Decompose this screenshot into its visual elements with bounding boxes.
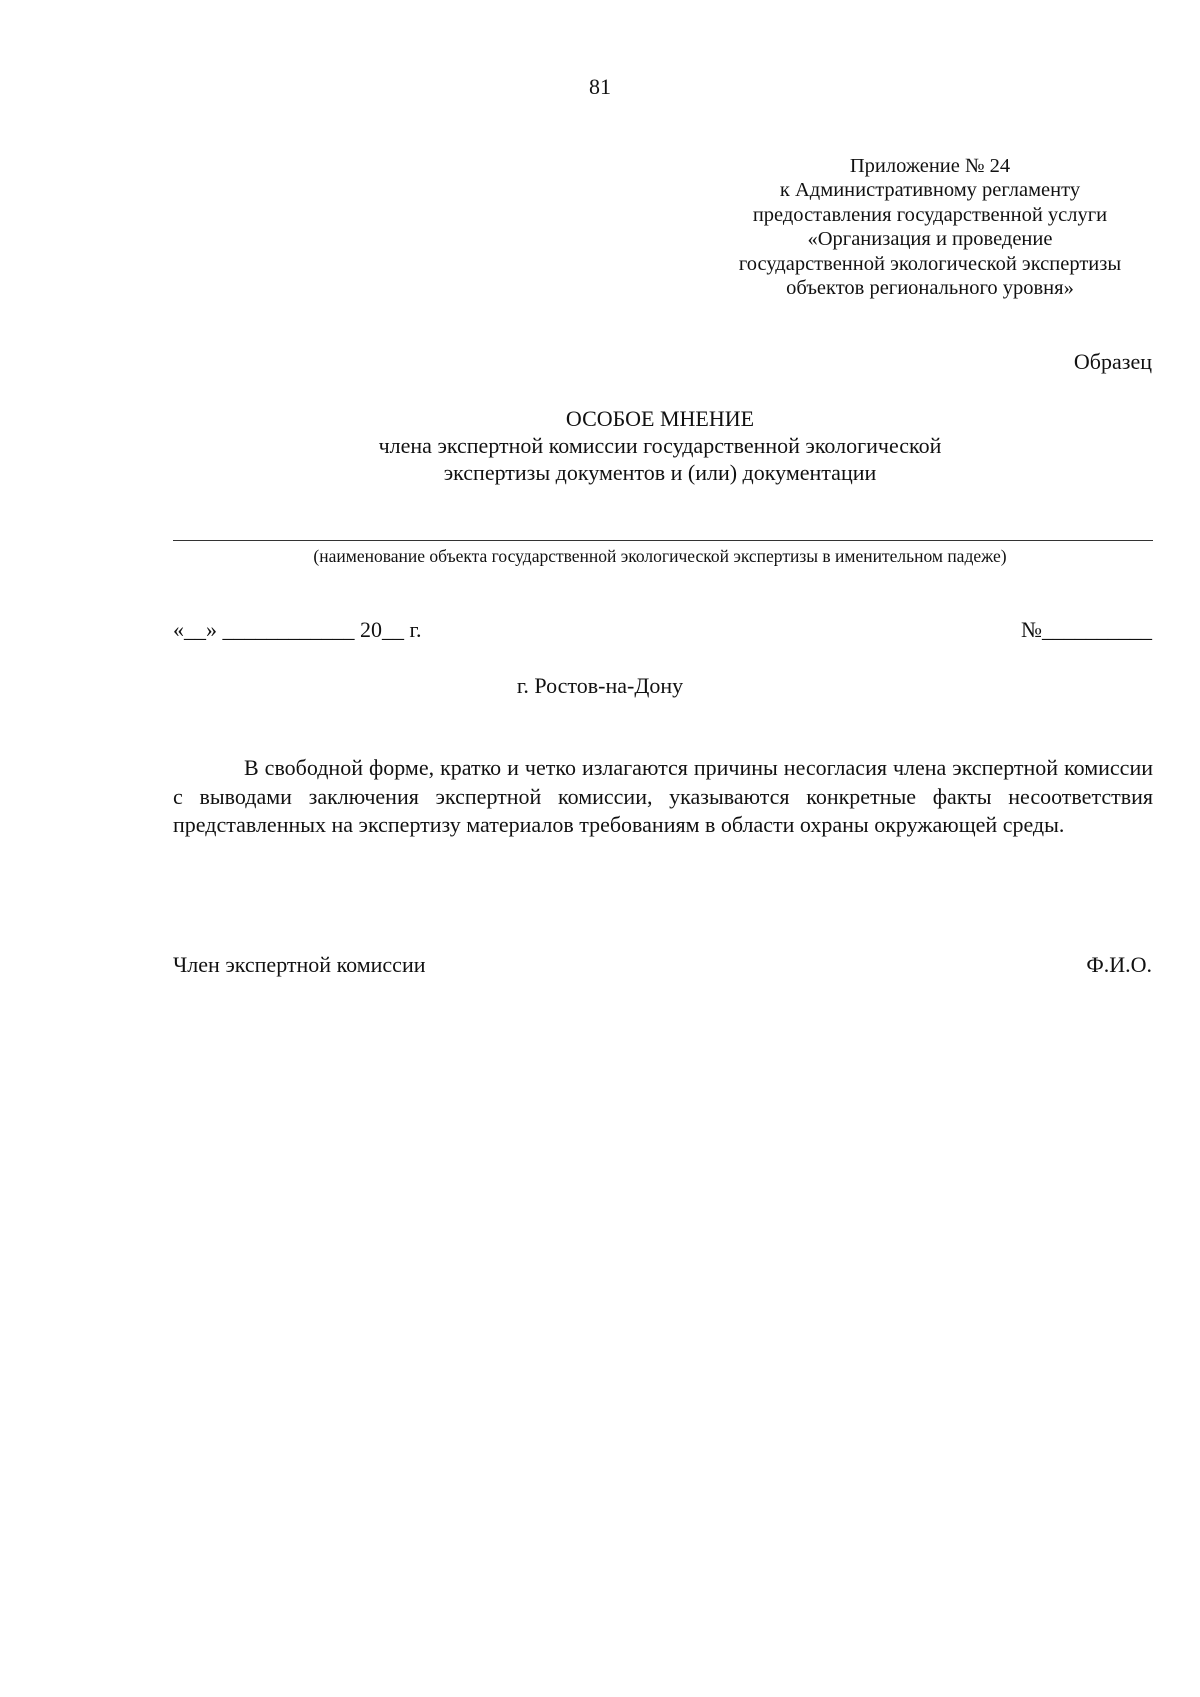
signature-role: Член экспертной комиссии	[173, 952, 426, 977]
appendix-line: к Административному регламенту	[779, 179, 1081, 202]
appendix-line: предоставления государственной услуги	[752, 203, 1108, 226]
appendix-line: Приложение № 24	[849, 155, 1011, 177]
document-number-field: №__________	[1021, 617, 1152, 642]
document-title	[160, 405, 1160, 486]
body-paragraph: В свободной форме, кратко и четко излагаются причины несогласия члена экспертной комиссии с выводами заключения экспертной комиссии, указываются конкретные факты несоответствия представленных на экспертизу материалов требованиям в области охраны окружающей среды.	[173, 755, 1153, 837]
object-name-caption: (наименование объекта государственной экологической экспертизы в именительном падеже)	[313, 546, 1007, 566]
city-label: г. Ростов-на-Дону	[516, 673, 684, 698]
object-name-underline	[173, 540, 1153, 541]
signature-name: Ф.И.О.	[1086, 952, 1152, 977]
page-number: 81	[589, 74, 611, 99]
title-line: экспертизы документов и (или) документации	[443, 460, 877, 485]
sample-label: Образец	[1073, 349, 1152, 374]
appendix-line: объектов регионального уровня»	[786, 277, 1074, 300]
title-heading: ОСОБОЕ МНЕНИЕ	[565, 406, 755, 431]
appendix-header	[700, 154, 1160, 300]
appendix-line: «Организация и проведение	[807, 228, 1053, 251]
appendix-line: государственной экологической экспертизы	[738, 252, 1122, 275]
title-line: члена экспертной комиссии государственной экологической	[378, 433, 942, 458]
date-field: «__» ____________ 20__ г.	[173, 617, 422, 642]
